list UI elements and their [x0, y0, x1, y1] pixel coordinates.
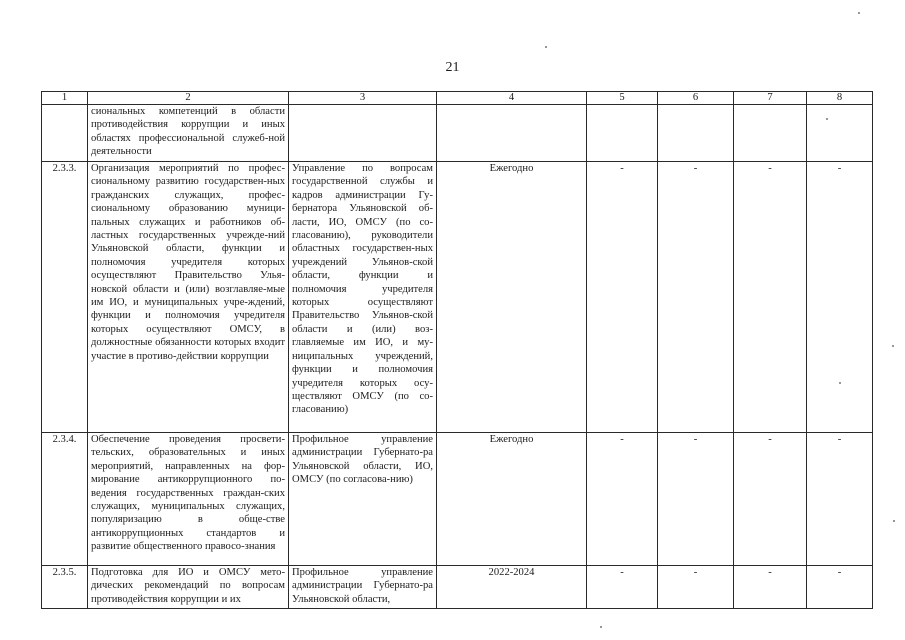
table-row: [42, 566, 873, 609]
value-col-7: [734, 105, 807, 162]
executor: Профильное управление администрации Губернато-ра Ульяновской области, ИО, ОМСУ (по согласова-нию): [289, 433, 437, 566]
value-col-7: -: [734, 162, 807, 433]
value-col-8: [807, 105, 873, 162]
value-col-7: -: [734, 433, 807, 566]
executor: Управление по вопросам государственной службы и кадров администрации Гу-бернатора Ульяновской об-ласти, ИО, ОМСУ (по со-гласованию), руководители областных государствен-ных учреждений Ульянов-ской области, функции и полномочия учредителя которых осуществляют Правительство Ульянов-ской области и (или) воз-главляемые им ИО, и му-ниципальных учреждений, функции и полномочия учредителя которых осу-ществляют ОМСУ (по со-гласованию): [289, 162, 437, 433]
term: Ежегодно: [437, 162, 587, 433]
scan-speck: [839, 382, 841, 384]
value-col-7: -: [734, 566, 807, 609]
value-col-6: -: [658, 566, 734, 609]
term: 2022-2024: [437, 566, 587, 609]
value-col-8: -: [807, 566, 873, 609]
measures-table: [41, 91, 873, 609]
column-header: 3: [289, 92, 437, 105]
event-description: Организация мероприятий по профес-сиональному развитию государствен-ных гражданских служащих, профес-сиональному образованию муници-пальных служащих и работников об-ластных государственных учрежде-ний Ульяновской области, функции и полномочия учредителя которых осуществляют Правительство Улья-новской области и (или) возглавляе-мые им ИО, и муниципальных учре-ждений, функции и полномочия учредителя которых осуществляют ОМСУ, в должностные обязанности которых входит участие в противо-действии коррупции: [88, 162, 289, 433]
table-row: [42, 433, 873, 566]
event-description: Обеспечение проведения просвети-тельских, образовательных и иных мероприятий, направленных на фор-мирование антикоррупционного по-ведения государственных граждан-ских служащих, муниципальных служащих, популяризацию в обще-стве антикоррупционных стандартов и развитие общественного правосо-знания: [88, 433, 289, 566]
table-row: [42, 105, 873, 162]
executor: [289, 105, 437, 162]
value-col-6: [658, 105, 734, 162]
item-number: [42, 105, 88, 162]
value-col-8: -: [807, 162, 873, 433]
value-col-5: -: [587, 162, 658, 433]
value-col-6: -: [658, 162, 734, 433]
value-col-6: -: [658, 433, 734, 566]
column-header: 6: [658, 92, 734, 105]
event-description: Подготовка для ИО и ОМСУ мето-дических рекомендаций по вопросам противодействия коррупции и их: [88, 566, 289, 609]
event-description: сиональных компетенций в области противодействия коррупции и иных областях профессиональной служеб-ной деятельности: [88, 105, 289, 162]
scan-speck: [893, 520, 895, 522]
value-col-8: -: [807, 433, 873, 566]
table-header-row: [42, 92, 873, 105]
column-header: 2: [88, 92, 289, 105]
scan-speck: [826, 118, 828, 120]
value-col-5: -: [587, 433, 658, 566]
column-header: 4: [437, 92, 587, 105]
column-header: 1: [42, 92, 88, 105]
scan-speck: [892, 345, 894, 347]
value-col-5: -: [587, 566, 658, 609]
column-header: 7: [734, 92, 807, 105]
item-number: 2.3.4.: [42, 433, 88, 566]
executor: Профильное управление администрации Губернато-ра Ульяновской области,: [289, 566, 437, 609]
page-number: 21: [445, 60, 460, 75]
value-col-5: [587, 105, 658, 162]
scan-speck: [600, 626, 602, 628]
scan-speck: [858, 12, 860, 14]
item-number: 2.3.3.: [42, 162, 88, 433]
column-header: 5: [587, 92, 658, 105]
scan-speck: [545, 46, 547, 48]
column-header: 8: [807, 92, 873, 105]
item-number: 2.3.5.: [42, 566, 88, 609]
table-row: [42, 162, 873, 433]
term: Ежегодно: [437, 433, 587, 566]
term: [437, 105, 587, 162]
